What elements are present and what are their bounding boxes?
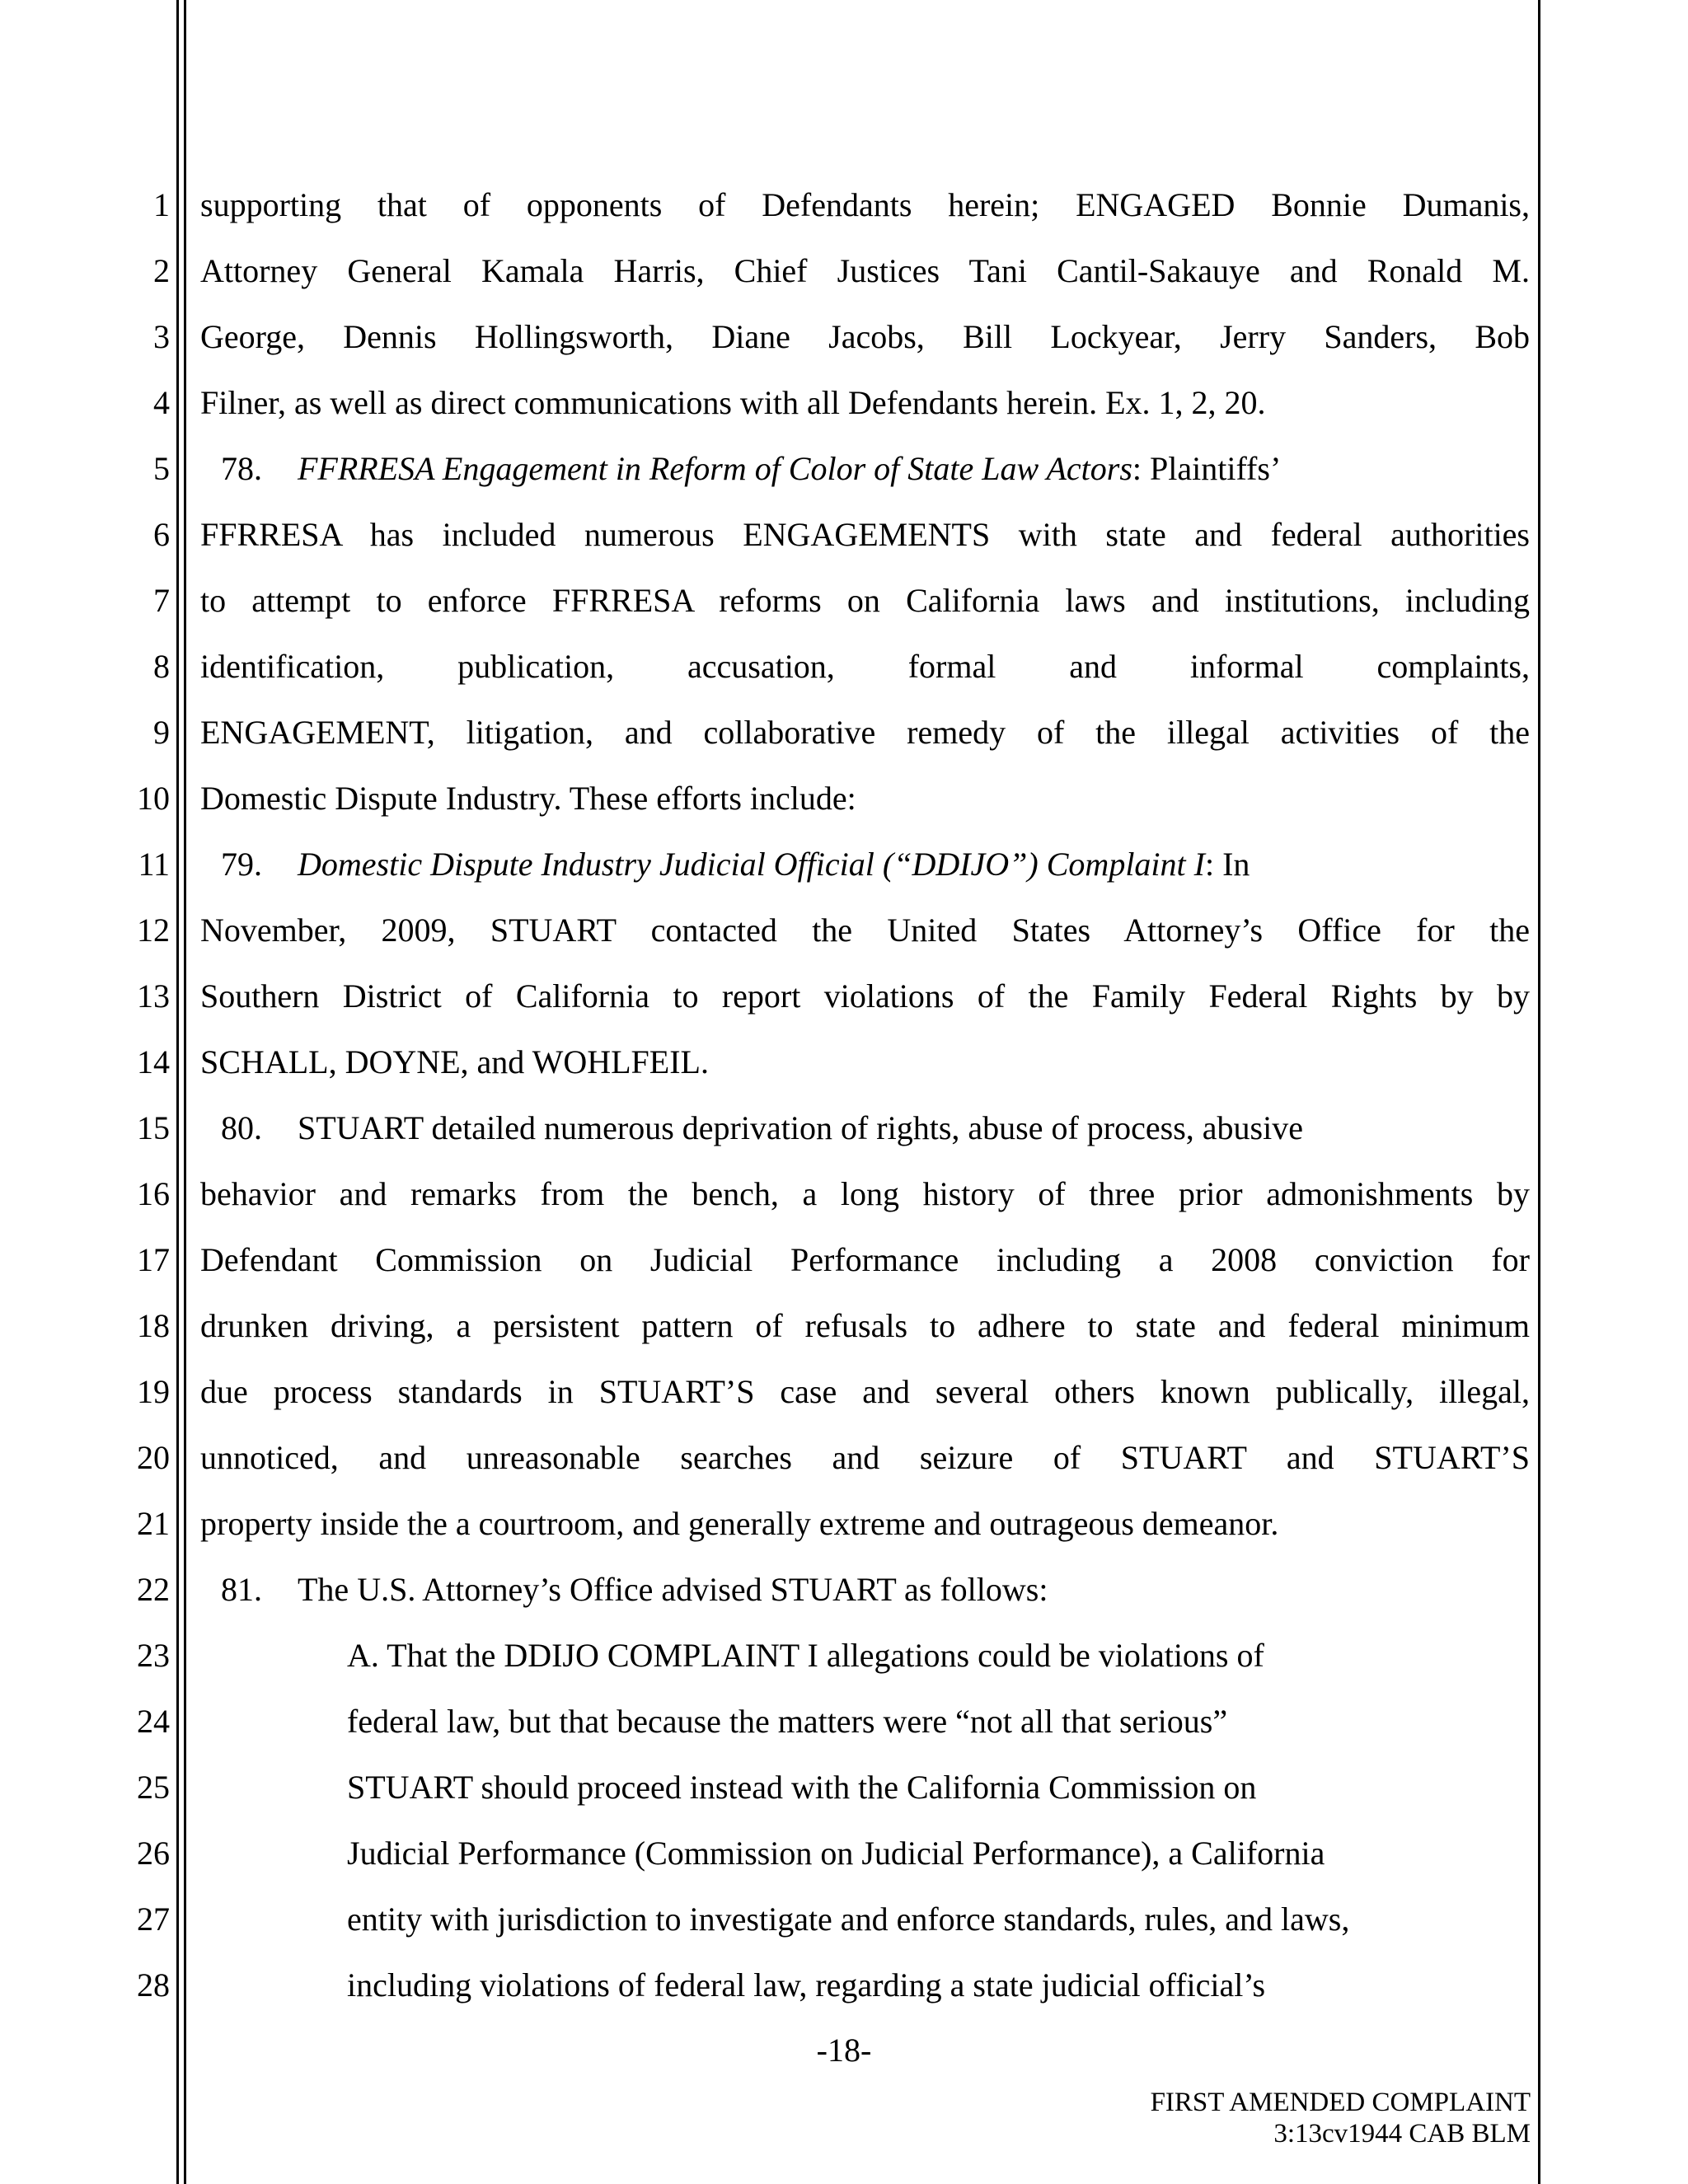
text-line: supporting that of opponents of Defendants herein; ENGAGED Bonnie Dumanis, xyxy=(200,186,1530,223)
line-number: 23 xyxy=(137,1637,170,1674)
paragraph-number: 81. xyxy=(221,1571,262,1608)
text-line: FFRRESA has included numerous ENGAGEMENTS with state and federal authorities xyxy=(200,516,1530,553)
line-number: 26 xyxy=(137,1835,170,1872)
text-line: identification, publication, accusation, formal and informal complaints, xyxy=(200,648,1530,685)
text-line: behavior and remarks from the bench, a long history of three prior admonishments by xyxy=(200,1175,1530,1212)
text-line: ENGAGEMENT, litigation, and collaborative remedy of the illegal activities of the xyxy=(200,714,1530,751)
line-number: 8 xyxy=(153,648,170,685)
line-number: 13 xyxy=(137,977,170,1015)
line-number: 4 xyxy=(153,384,170,421)
line-number: 15 xyxy=(137,1109,170,1146)
text-line: unnoticed, and unreasonable searches and seizure of STUART and STUART’S xyxy=(200,1439,1530,1476)
sub-item-line: STUART should proceed instead with the California Commission on xyxy=(347,1769,1257,1806)
sub-item-line: A. That the DDIJO COMPLAINT I allegations could be violations of xyxy=(347,1637,1264,1674)
sub-item-line: including violations of federal law, regarding a state judicial official’s xyxy=(347,1966,1266,2004)
line-number: 16 xyxy=(137,1175,170,1212)
line-number: 1 xyxy=(153,186,170,223)
paragraph-title: Domestic Dispute Industry Judicial Official (“DDIJO”) Complaint I xyxy=(298,846,1205,883)
paragraph-title: FFRRESA Engagement in Reform of Color of State Law Actors xyxy=(298,450,1132,487)
paragraph-number: 80. xyxy=(221,1109,262,1146)
text-line: property inside the a courtroom, and generally extreme and outrageous demeanor. xyxy=(200,1505,1279,1542)
line-number: 25 xyxy=(137,1769,170,1806)
paragraph-78-heading xyxy=(221,449,1530,489)
text-line: Defendant Commission on Judicial Performance including a 2008 conviction for xyxy=(200,1241,1530,1278)
text-line: Attorney General Kamala Harris, Chief Justices Tani Cantil-Sakauye and Ronald M. xyxy=(200,252,1530,289)
paragraph-81-first-line xyxy=(221,1570,1530,1610)
line-number: 11 xyxy=(138,846,170,883)
footer-case-number: 3:13cv1944 CAB BLM xyxy=(1273,2119,1531,2149)
line-number: 5 xyxy=(153,450,170,487)
left-margin-rule-inner xyxy=(184,0,186,2184)
left-margin-rule-outer xyxy=(176,0,179,2184)
paragraph-number: 78. xyxy=(221,450,262,487)
line-number: 21 xyxy=(137,1505,170,1542)
text-line: November, 2009, STUART contacted the United States Attorney’s Office for the xyxy=(200,912,1530,949)
text-run: : Plaintiffs’ xyxy=(1132,450,1282,487)
line-number: 6 xyxy=(153,516,170,553)
paragraph-79-heading xyxy=(221,845,1530,884)
text-run: : In xyxy=(1204,846,1250,883)
line-number: 24 xyxy=(137,1703,170,1740)
sub-item-line: federal law, but that because the matters were “not all that serious” xyxy=(347,1703,1228,1740)
text-line: drunken driving, a persistent pattern of refusals to adhere to state and federal minimum xyxy=(200,1307,1530,1344)
line-number: 7 xyxy=(153,582,170,619)
text-line: George, Dennis Hollingsworth, Diane Jacobs, Bill Lockyear, Jerry Sanders, Bob xyxy=(200,318,1530,355)
line-number: 28 xyxy=(137,1966,170,2004)
sub-item-line: Judicial Performance (Commission on Judicial Performance), a California xyxy=(347,1835,1325,1872)
text-line: to attempt to enforce FFRRESA reforms on California laws and institutions, including xyxy=(200,582,1530,619)
line-number: 9 xyxy=(153,714,170,751)
page-number: -18- xyxy=(816,2032,872,2069)
text-run: STUART detailed numerous deprivation of rights, abuse of process, abusive xyxy=(298,1109,1303,1146)
text-line: SCHALL, DOYNE, and WOHLFEIL. xyxy=(200,1043,709,1080)
text-line: due process standards in STUART’S case and several others known publically, illegal, xyxy=(200,1373,1530,1410)
text-line: Filner, as well as direct communications with all Defendants herein. Ex. 1, 2, 20. xyxy=(200,384,1266,421)
sub-item-line: entity with jurisdiction to investigate and enforce standards, rules, and laws, xyxy=(347,1900,1350,1938)
text-line: Domestic Dispute Industry. These efforts include: xyxy=(200,780,856,817)
footer-title: FIRST AMENDED COMPLAINT xyxy=(1150,2088,1531,2117)
paragraph-number: 79. xyxy=(221,846,262,883)
line-number: 27 xyxy=(137,1900,170,1938)
text-run: The U.S. Attorney’s Office advised STUART as follows: xyxy=(298,1571,1048,1608)
line-number: 10 xyxy=(137,780,170,817)
line-number: 2 xyxy=(153,252,170,289)
line-number: 22 xyxy=(137,1571,170,1608)
line-number: 17 xyxy=(137,1241,170,1278)
text-line: Southern District of California to report violations of the Family Federal Rights by by xyxy=(200,977,1530,1015)
line-number: 19 xyxy=(137,1373,170,1410)
line-number: 12 xyxy=(137,912,170,949)
line-number: 18 xyxy=(137,1307,170,1344)
line-number: 3 xyxy=(153,318,170,355)
line-number: 20 xyxy=(137,1439,170,1476)
line-number: 14 xyxy=(137,1043,170,1080)
paragraph-80-first-line xyxy=(221,1108,1530,1148)
